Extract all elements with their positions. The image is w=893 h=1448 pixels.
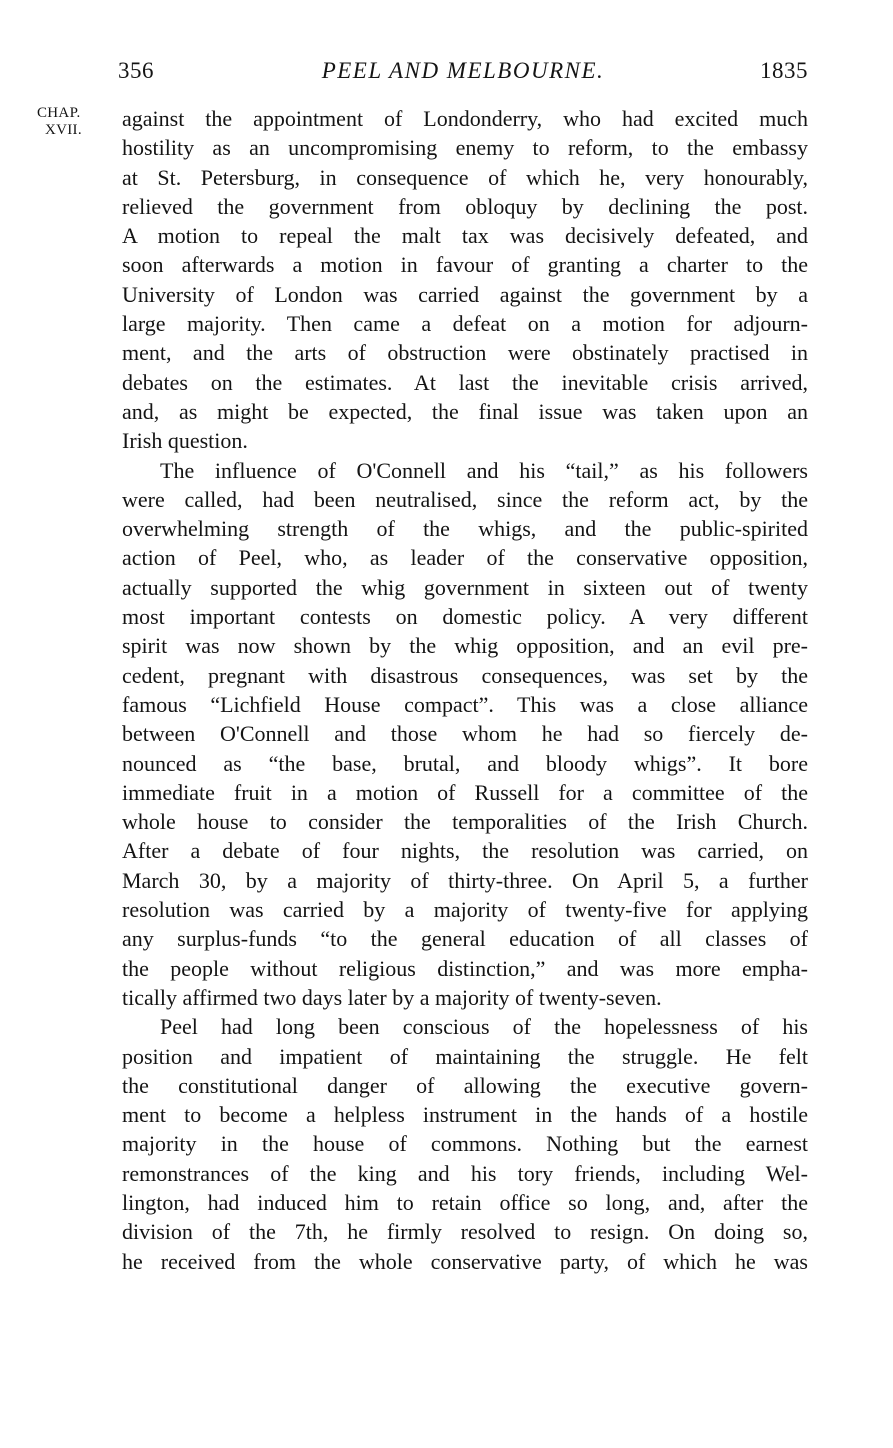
text-line: cedent, pregnant with disastrous consequences, was set by the	[122, 662, 808, 688]
text-line: whole house to consider the temporalities of the Irish Church.	[122, 809, 808, 835]
chapter-number: XVII.	[45, 122, 82, 138]
text-line: hostility as an uncompromising enemy to reform, to the embassy	[122, 135, 808, 161]
chapter-label: CHAP.	[37, 105, 81, 121]
text-line: against the appointment of Londonderry, who had excited much	[122, 106, 808, 131]
text-line: majority in the house of commons. Nothing but the earnest	[122, 1131, 808, 1157]
running-head	[118, 58, 808, 94]
text-line: University of London was carried against the government by a	[122, 281, 808, 307]
text-line: at St. Petersburg, in consequence of which he, very honourably,	[122, 164, 808, 190]
text-line: nounced as “the base, brutal, and bloody whigs”. It bore	[122, 750, 808, 776]
paragraph	[122, 1012, 808, 1276]
text-line: A motion to repeal the malt tax was decisively defeated, and	[122, 223, 808, 249]
text-line: After a debate of four nights, the resolution was carried, on	[122, 838, 808, 864]
text-line: March 30, by a majority of thirty-three. On April 5, a further	[122, 867, 808, 893]
text-line: the constitutional danger of allowing the executive govern-	[122, 1072, 808, 1098]
text-line: spirit was now shown by the whig opposition, and an evil pre-	[122, 633, 808, 659]
text-line: Peel had long been conscious of the hopelessness of his	[160, 1014, 808, 1040]
text-line: soon afterwards a motion in favour of granting a charter to the	[122, 252, 808, 278]
running-head-year: 1835	[760, 58, 808, 83]
text-line: action of Peel, who, as leader of the conservative opposition,	[122, 545, 808, 571]
text-line: any surplus-funds “to the general education of all classes of	[122, 926, 808, 952]
text-line: The influence of O'Connell and his “tail,” as his followers	[160, 457, 808, 483]
paragraph	[122, 104, 808, 456]
text-line: remonstrances of the king and his tory friends, including Wel-	[122, 1160, 808, 1186]
text-line: debates on the estimates. At last the inevitable crisis arrived,	[122, 369, 808, 395]
chapter-marginal-note	[37, 105, 117, 139]
text-line: relieved the government from obloquy by declining the post.	[122, 193, 808, 219]
body-text	[122, 104, 808, 1276]
text-line: famous “Lichfield House compact”. This was a close alliance	[122, 691, 808, 717]
text-line: tically affirmed two days later by a majority of twenty-seven.	[122, 984, 662, 1010]
text-line: actually supported the whig government in sixteen out of twenty	[122, 574, 808, 600]
text-line: the people without religious distinction,” and was more empha-	[122, 955, 808, 981]
text-line: and, as might be expected, the final issue was taken upon an	[122, 398, 808, 424]
text-line: large majority. Then came a defeat on a motion for adjourn-	[122, 311, 808, 337]
text-line: ment, and the arts of obstruction were obstinately practised in	[122, 340, 808, 366]
text-line: were called, had been neutralised, since the reform act, by the	[122, 486, 808, 512]
text-line: he received from the whole conservative party, of which he was	[122, 1248, 808, 1274]
text-line: ment to become a helpless instrument in the hands of a hostile	[122, 1102, 808, 1128]
text-line: division of the 7th, he firmly resolved to resign. On doing so,	[122, 1219, 808, 1245]
text-line: position and impatient of maintaining the struggle. He felt	[122, 1043, 808, 1069]
text-line: overwhelming strength of the whigs, and the public-spirited	[122, 516, 808, 542]
text-line: immediate fruit in a motion of Russell for a committee of the	[122, 779, 808, 805]
paragraph	[122, 456, 808, 1013]
text-line: between O'Connell and those whom he had so fiercely de-	[122, 721, 808, 747]
text-line: Irish question.	[122, 428, 248, 454]
running-head-title: PEEL AND MELBOURNE.	[321, 58, 605, 83]
page-number: 356	[118, 58, 154, 83]
text-line: resolution was carried by a majority of twenty-five for applying	[122, 897, 808, 923]
text-line: most important contests on domestic policy. A very different	[122, 604, 808, 630]
text-line: lington, had induced him to retain office so long, and, after the	[122, 1189, 808, 1215]
